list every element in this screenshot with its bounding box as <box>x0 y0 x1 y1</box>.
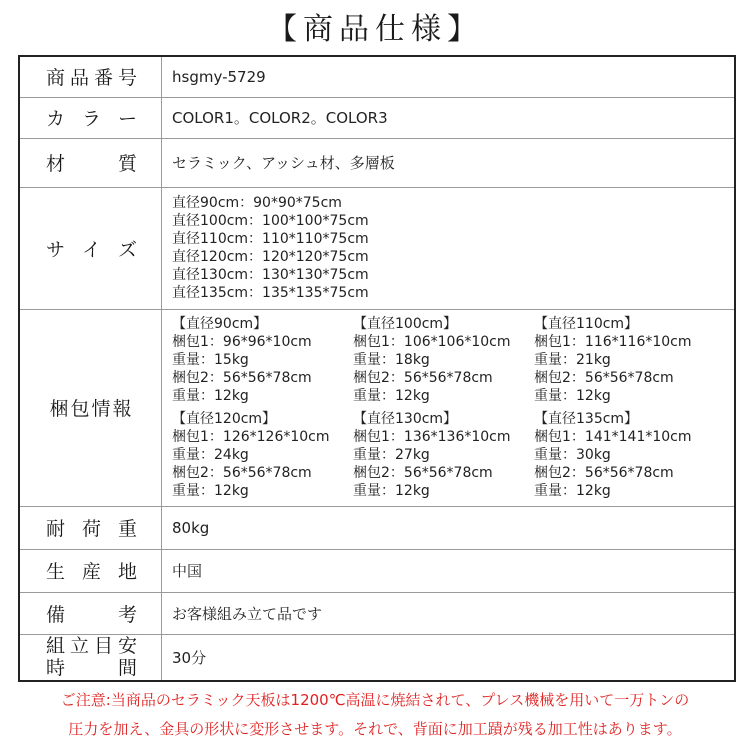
notice-line-2: 圧力を加え、金具の形状に変形させます。それで、背面に加工蹟が残る加工性はあります。 <box>68 720 682 738</box>
row-color <box>19 97 735 138</box>
size-item: 直径100cm：100*100*75cm <box>172 213 369 229</box>
label-color: カ ラ ー <box>19 97 162 138</box>
size-item: 直径120cm：120*120*75cm <box>172 249 369 265</box>
size-item: 直径90cm：90*90*75cm <box>172 195 342 211</box>
row-assembly-time <box>19 634 735 681</box>
page-title: 【商品仕様】 <box>267 12 483 47</box>
label-remarks: 備 考 <box>19 592 162 634</box>
pack-block-110: 【直径110cm】 梱包1：116*116*10cm 重量：21kg 梱包2：56*56*78cm 重量：12kg <box>534 316 692 404</box>
value-origin: 中国 <box>162 549 736 592</box>
value-load-capacity: 80kg <box>162 506 736 549</box>
pack-block-100: 【直径100cm】 梱包1：106*106*10cm 重量：18kg 梱包2：56*56*78cm 重量：12kg <box>353 316 511 404</box>
notice-line-1: ご注意:当商品のセラミック天板は1200℃高温に焼結されて、プレス機械を用いて一万トンの <box>60 691 690 709</box>
value-remarks: お客様組み立て品です <box>162 592 736 634</box>
label-product-number: 商 品 番 号 <box>19 56 162 97</box>
row-size <box>19 187 735 309</box>
row-origin <box>19 549 735 592</box>
label-assembly-time: 組 立 目 安 時 間 <box>19 634 162 681</box>
label-origin: 生 産 地 <box>19 549 162 592</box>
size-item: 直径135cm：135*135*75cm <box>172 285 369 301</box>
row-material <box>19 138 735 187</box>
spec-table <box>18 55 736 682</box>
size-item: 直径130cm：130*130*75cm <box>172 267 369 283</box>
value-packaging <box>162 309 736 506</box>
value-product-number: hsgmy-5729 <box>162 56 736 97</box>
value-size-list <box>162 187 736 309</box>
label-load-capacity: 耐 荷 重 <box>19 506 162 549</box>
row-product-number <box>19 56 735 97</box>
pack-block-120: 【直径120cm】 梱包1：126*126*10cm 重量：24kg 梱包2：56*56*78cm 重量：12kg <box>172 411 330 499</box>
pack-block-130: 【直径130cm】 梱包1：136*136*10cm 重量：27kg 梱包2：56*56*78cm 重量：12kg <box>353 411 511 499</box>
value-material: セラミック、アッシュ材、多層板 <box>162 138 736 187</box>
size-item: 直径110cm：110*110*75cm <box>172 231 369 247</box>
value-color: COLOR1。COLOR2。COLOR3 <box>162 97 736 138</box>
label-size: サ イ ズ <box>19 187 162 309</box>
pack-block-90: 【直径90cm】 梱包1：96*96*10cm 重量：15kg 梱包2：56*56*78cm 重量：12kg <box>172 316 312 404</box>
row-remarks <box>19 592 735 634</box>
notice-text <box>0 686 750 744</box>
row-packaging <box>19 309 735 506</box>
label-packaging: 梱包情報 <box>19 309 162 506</box>
row-load-capacity <box>19 506 735 549</box>
pack-block-135: 【直径135cm】 梱包1：141*141*10cm 重量：30kg 梱包2：56*56*78cm 重量：12kg <box>534 411 692 499</box>
value-assembly-time: 30分 <box>162 634 736 681</box>
label-material: 材 質 <box>19 138 162 187</box>
